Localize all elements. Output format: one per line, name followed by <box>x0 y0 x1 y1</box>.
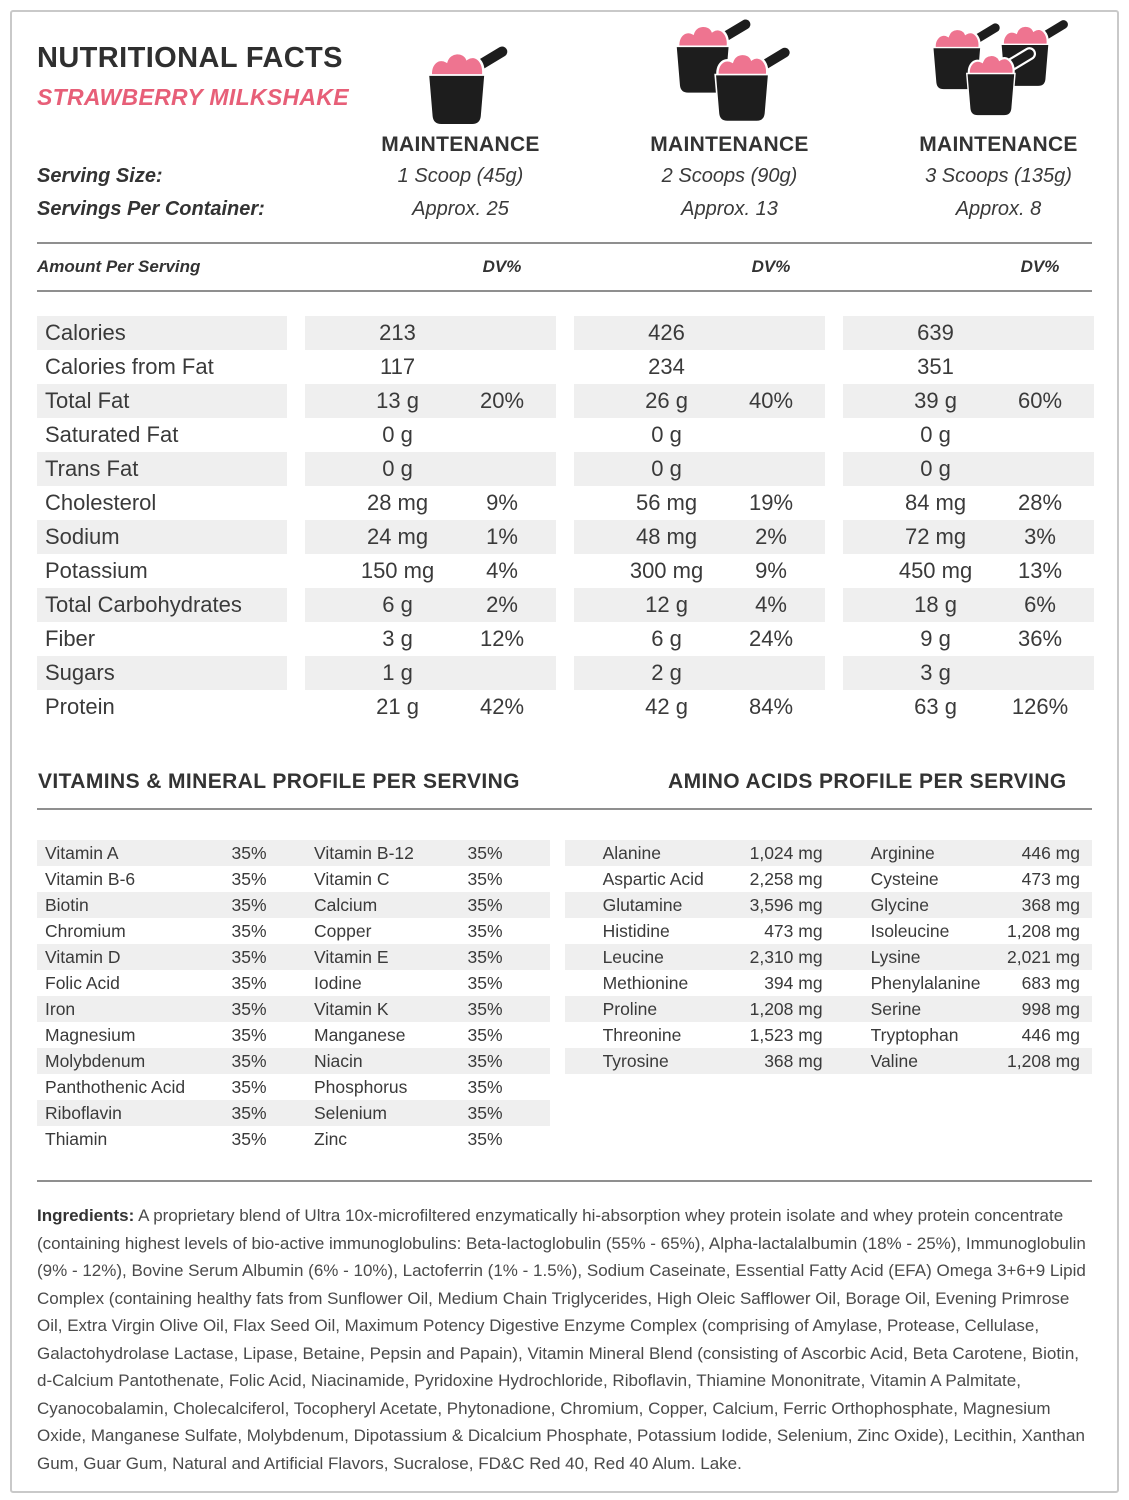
vitamin-row <box>37 918 550 944</box>
amino-acid-name: Glutamine <box>602 895 683 915</box>
vitamin-value: 35% <box>467 869 503 889</box>
serving-group-2 <box>574 384 825 418</box>
serving-group-3 <box>843 384 1094 418</box>
amount-value: 13 g <box>376 388 419 413</box>
serving-group-3 <box>843 418 1094 452</box>
amino-acid-name: Valine <box>870 1051 918 1071</box>
vitamin-value: 35% <box>231 1077 267 1097</box>
ingredients-paragraph <box>37 1202 1092 1477</box>
dv-value: 36% <box>1018 626 1063 651</box>
amount-value: 12 g <box>645 592 688 617</box>
dv-header-2: DV% <box>751 257 791 276</box>
dv-value: 3% <box>1024 524 1056 549</box>
vitamin-name: Riboflavin <box>45 1103 122 1123</box>
serving-group-1 <box>305 384 556 418</box>
serving-group-2 <box>574 656 825 690</box>
serving-size-2: 2 Scoops (90g) <box>661 165 798 187</box>
amino-acid-name: Threonine <box>602 1025 682 1045</box>
serving-group-1 <box>305 520 556 554</box>
amount-value: 450 mg <box>898 558 973 583</box>
vitamin-value: 35% <box>467 895 503 915</box>
amount-per-serving-band <box>37 242 1092 292</box>
amino-acid-name: Methionine <box>602 973 689 993</box>
row-label: Sodium <box>37 520 287 554</box>
vitamin-row <box>37 1048 550 1074</box>
row-label: Potassium <box>45 558 148 583</box>
dv-value: 40% <box>749 388 794 413</box>
amino-acid-row <box>565 892 1092 918</box>
amount-value: 213 <box>379 320 416 345</box>
vitamin-row <box>37 1074 550 1100</box>
amount-value: 63 g <box>914 694 957 719</box>
dv-value <box>986 316 1094 350</box>
dv-value: 126% <box>1011 694 1069 719</box>
amount-value: 0 g <box>920 422 951 447</box>
vitamin-value: 35% <box>231 1025 267 1045</box>
amount-value: 234 <box>648 354 685 379</box>
amino-acid-row <box>565 866 1092 892</box>
serving-size-3: 3 Scoops (135g) <box>925 165 1072 187</box>
row-label: Total Carbohydrates <box>37 588 287 622</box>
amino-acid-row <box>565 944 1092 970</box>
vitamin-name: Selenium <box>314 1103 387 1123</box>
amino-acid-name: Aspartic Acid <box>602 869 704 889</box>
row-label: Calories <box>37 316 287 350</box>
serving-group-2 <box>574 486 825 520</box>
table-row <box>37 350 1092 384</box>
amount-value: 42 g <box>645 694 688 719</box>
serving-group-3 <box>843 622 1094 656</box>
vitamin-row <box>37 866 550 892</box>
table-row <box>37 316 1092 350</box>
dv-value: 6% <box>1024 592 1056 617</box>
amount-value: 3 g <box>920 660 951 685</box>
serving-group-3 <box>843 350 1094 384</box>
serving-group-3 <box>843 554 1094 588</box>
scoop-3-icon <box>913 18 1085 130</box>
title-block <box>37 28 349 160</box>
vitamin-row <box>37 840 550 866</box>
vitamin-name: Molybdenum <box>45 1051 146 1071</box>
vitamin-row <box>37 892 550 918</box>
amino-acid-value: 1,024 mg <box>749 843 823 863</box>
vitamin-row <box>37 996 550 1022</box>
dv-value: 9% <box>486 490 518 515</box>
amino-acid-row <box>565 996 1092 1022</box>
amount-value: 24 mg <box>366 524 429 549</box>
flavor-subtitle: STRAWBERRY MILKSHAKE <box>37 84 349 110</box>
serving-group-1 <box>305 554 556 588</box>
amino-acid-row <box>565 840 1092 866</box>
amino-acid-name: Proline <box>602 999 658 1019</box>
amino-acids-title: AMINO ACIDS PROFILE PER SERVING <box>668 770 1067 793</box>
vitamin-value: 35% <box>467 1103 503 1123</box>
tier-label-2: MAINTENANCE <box>650 133 809 156</box>
vitamin-name: Panthothenic Acid <box>45 1077 186 1097</box>
dv-value: 9% <box>755 558 787 583</box>
scoop-cell-1 <box>305 28 556 130</box>
amino-acid-value: 2,258 mg <box>749 869 823 889</box>
dv-value: 13% <box>1018 558 1063 583</box>
serving-group-1 <box>305 350 556 384</box>
row-label: Protein <box>45 694 115 719</box>
dv-value: 20% <box>480 388 525 413</box>
amino-acid-value: 473 mg <box>764 921 823 941</box>
vitamin-value: 35% <box>231 1051 267 1071</box>
vitamin-name: Niacin <box>314 1051 363 1071</box>
amino-acid-row <box>565 1048 1092 1074</box>
dv-value: 1% <box>486 524 518 549</box>
amino-acid-value: 1,523 mg <box>749 1025 823 1045</box>
vitamin-value: 35% <box>467 921 503 941</box>
vitamin-row <box>37 1126 550 1152</box>
amount-value: 2 g <box>651 660 682 685</box>
servings-count-1: Approx. 25 <box>412 198 509 220</box>
amount-value: 48 mg <box>635 524 698 549</box>
amino-acid-value: 1,208 mg <box>1007 921 1080 941</box>
dv-value <box>986 350 1094 384</box>
amino-acid-value: 368 mg <box>764 1051 823 1071</box>
dv-value: 84% <box>749 694 794 719</box>
amino-acid-value: 998 mg <box>1021 999 1080 1019</box>
serving-group-3 <box>843 452 1094 486</box>
serving-group-3 <box>843 486 1094 520</box>
amount-value: 6 g <box>651 626 682 651</box>
amount-value: 6 g <box>382 592 413 617</box>
amino-acid-name: Lysine <box>870 947 921 967</box>
table-row <box>37 520 1092 554</box>
serving-size-label: Serving Size: <box>37 165 163 187</box>
vitamin-value: 35% <box>231 895 267 915</box>
amount-value: 56 mg <box>635 490 698 515</box>
vitamin-name: Vitamin K <box>314 999 389 1019</box>
dv-value: 19% <box>749 490 794 515</box>
dv-value: 4% <box>755 592 787 617</box>
vitamin-name: Vitamin B-6 <box>45 869 136 889</box>
vitamin-value: 35% <box>467 843 503 863</box>
row-label: Total Fat <box>37 384 287 418</box>
amino-acid-value: 473 mg <box>1021 869 1080 889</box>
vitamin-name: Vitamin E <box>314 947 389 967</box>
tier-label-1: MAINTENANCE <box>381 133 540 156</box>
vitamin-value: 35% <box>231 973 267 993</box>
vitamin-name: Folic Acid <box>45 973 120 993</box>
vitamin-value: 35% <box>231 999 267 1019</box>
servings-count-2: Approx. 13 <box>681 198 778 220</box>
vitamin-name: Thiamin <box>45 1129 108 1149</box>
vitamin-value: 35% <box>467 999 503 1019</box>
serving-group-2 <box>574 622 825 656</box>
amount-value: 28 mg <box>366 490 429 515</box>
table-row <box>37 588 1092 622</box>
amount-value: 9 g <box>920 626 951 651</box>
serving-group-1 <box>305 452 556 486</box>
dv-value <box>986 452 1094 486</box>
amino-acid-value: 446 mg <box>1021 1025 1080 1045</box>
serving-group-2 <box>574 452 825 486</box>
row-label: Cholesterol <box>45 490 157 515</box>
amount-value: 300 mg <box>629 558 704 583</box>
amount-value: 3 g <box>382 626 413 651</box>
vitamin-value: 35% <box>231 921 267 941</box>
vitamin-value: 35% <box>231 1129 267 1149</box>
dv-value <box>986 418 1094 452</box>
dv-value: 2% <box>486 592 518 617</box>
vitamin-name: Phosphorus <box>314 1077 408 1097</box>
amount-value: 117 <box>379 354 416 379</box>
dv-value: 4% <box>486 558 518 583</box>
serving-group-1 <box>305 418 556 452</box>
amount-value: 84 mg <box>904 490 967 515</box>
amount-value: 26 g <box>645 388 688 413</box>
ingredients-text: A proprietary blend of Ultra 10x-microfiltered enzymatically hi-absorption whey protein isolate and whey protein concentrate (containing highest levels of bio-active immunoglobulins: Beta-lactoglobulin (55% - 65%), Alpha-lactalalbumin (18% - 25%), Immunoglobulin (9% - 12%), Bovine Serum Albumin (6% - 10%), Lactoferrin (1% - 1.5%), Sodium Caseinate, Essential Fatty Acid (EFA) Omega 3+6+9 Lipid Complex (containing healthy fats from Sunflower Oil, Medium Chain Triglycerides, High Oleic Safflower Oil, Borage Oil, Evening Primrose Oil, Extra Virgin Olive Oil, Flax Seed Oil, Maximum Potency Digestive Enzyme Complex (comprising of Amylase, Protease, Cellulase, Galactohydrolase Lactase, Lipase, Betaine, Pepsin and Papain), Vitamin Mineral Blend (consisting of Ascorbic Acid, Beta Carotene, Biotin, d-Calcium Pantothenate, Folic Acid, Niacinamide, Pyridoxine Hydrochloride, Riboflavin, Thiamine Mononitrate, Vitamin A Palmitate, Cyanocobalamin, Cholecalciferol, Tocopheryl Acetate, Phytonadione, Chromium, Copper, Calcium, Ferric Orthophosphate, Magnesium Oxide, Manganese Sulfate, Molybdenum, Dipotassium & Dicalcium Phosphate, Potassium Iodide, Selenium, Zinc Oxide), Lecithin, Xanthan Gum, Guar Gum, Natural and Artificial Flavors, Sucralose, FD&C Red 40, Red 40 Alum. Lake. <box>37 1206 1086 1473</box>
vitamin-name: Vitamin C <box>314 869 390 889</box>
vitamin-value: 35% <box>467 1129 503 1149</box>
nutrition-label-card <box>10 10 1119 1493</box>
table-row <box>37 486 1092 520</box>
amino-acid-name: Tryptophan <box>870 1025 959 1045</box>
dv-value: 24% <box>749 626 794 651</box>
section-divider <box>37 1180 1092 1182</box>
serving-group-2 <box>574 520 825 554</box>
vitamin-value: 35% <box>467 1077 503 1097</box>
amount-value: 0 g <box>651 422 682 447</box>
vitamins-title: VITAMINS & MINERAL PROFILE PER SERVING <box>38 770 520 793</box>
amino-acid-name: Arginine <box>870 843 935 863</box>
amount-value: 0 g <box>382 456 413 481</box>
serving-size-1: 1 Scoop (45g) <box>397 165 524 187</box>
serving-group-1 <box>305 656 556 690</box>
vitamin-row <box>37 944 550 970</box>
amount-value: 39 g <box>914 388 957 413</box>
amino-acid-name: Histidine <box>602 921 670 941</box>
vitamin-value: 35% <box>231 947 267 967</box>
dv-value <box>448 452 556 486</box>
amino-acid-row <box>565 970 1092 996</box>
amino-acid-value: 446 mg <box>1021 843 1080 863</box>
serving-group-2 <box>574 690 825 724</box>
dv-value <box>448 656 556 690</box>
amino-acid-name: Serine <box>870 999 922 1019</box>
row-label: Fiber <box>45 626 96 651</box>
vitamin-name: Copper <box>314 921 372 941</box>
scoop-cell-3 <box>843 28 1094 130</box>
table-row <box>37 622 1092 656</box>
amount-value: 0 g <box>920 456 951 481</box>
amount-value: 0 g <box>651 456 682 481</box>
nutrition-table <box>37 316 1092 724</box>
amino-acid-value: 1,208 mg <box>1007 1051 1080 1071</box>
table-row <box>37 656 1092 690</box>
dv-header-1: DV% <box>482 257 522 276</box>
vitamin-name: Chromium <box>45 921 126 941</box>
vitamin-value: 35% <box>467 1025 503 1045</box>
dv-value <box>717 418 825 452</box>
table-row <box>37 384 1092 418</box>
vitamin-name: Calcium <box>314 895 378 915</box>
servings-per-container-label: Servings Per Container: <box>37 198 265 220</box>
amino-acid-row <box>565 1022 1092 1048</box>
amino-acid-name: Tyrosine <box>602 1051 669 1071</box>
serving-group-2 <box>574 554 825 588</box>
serving-group-1 <box>305 588 556 622</box>
amount-value: 426 <box>648 320 685 345</box>
serving-group-1 <box>305 690 556 724</box>
vitamin-row <box>37 1100 550 1126</box>
amino-acid-name: Leucine <box>602 947 664 967</box>
vitamin-name: Manganese <box>314 1025 406 1045</box>
amino-acid-value: 683 mg <box>1021 973 1080 993</box>
dv-value <box>448 418 556 452</box>
vitamin-name: Vitamin B-12 <box>314 843 414 863</box>
amino-acid-value: 1,208 mg <box>749 999 823 1019</box>
dv-value: 2% <box>755 524 787 549</box>
amino-acid-row <box>565 918 1092 944</box>
vitamin-name: Zinc <box>314 1129 348 1149</box>
amino-acid-name: Isoleucine <box>870 921 950 941</box>
amount-value: 1 g <box>382 660 413 685</box>
amino-acid-name: Alanine <box>602 843 661 863</box>
amount-value: 639 <box>917 320 954 345</box>
serving-group-3 <box>843 520 1094 554</box>
dv-value <box>986 656 1094 690</box>
vitamin-value: 35% <box>467 1051 503 1071</box>
table-row <box>37 690 1092 724</box>
table-row <box>37 418 1092 452</box>
profiles-section <box>37 770 1092 1182</box>
vitamin-name: Iron <box>45 999 76 1019</box>
dv-value: 28% <box>1018 490 1063 515</box>
serving-group-3 <box>843 316 1094 350</box>
servings-count-3: Approx. 8 <box>955 198 1042 220</box>
vitamin-value: 35% <box>231 843 267 863</box>
dv-value <box>717 452 825 486</box>
serving-group-1 <box>305 622 556 656</box>
amount-value: 18 g <box>914 592 957 617</box>
row-label: Saturated Fat <box>45 422 179 447</box>
amino-acids-table <box>565 840 1092 1074</box>
serving-group-3 <box>843 656 1094 690</box>
vitamins-table <box>37 840 550 1152</box>
serving-group-3 <box>843 588 1094 622</box>
amount-per-serving-label: Amount Per Serving <box>37 257 201 276</box>
vitamin-name: Magnesium <box>45 1025 136 1045</box>
serving-group-2 <box>574 418 825 452</box>
vitamin-value: 35% <box>467 947 503 967</box>
amino-acid-name: Cysteine <box>870 869 939 889</box>
serving-group-2 <box>574 588 825 622</box>
dv-value <box>448 316 556 350</box>
amount-value: 21 g <box>376 694 419 719</box>
page-title: NUTRITIONAL FACTS <box>37 42 343 74</box>
serving-group-3 <box>843 690 1094 724</box>
dv-value: 60% <box>1018 388 1063 413</box>
table-row <box>37 554 1092 588</box>
amino-acid-name: Phenylalanine <box>870 973 981 993</box>
amino-acid-value: 2,310 mg <box>749 947 823 967</box>
ingredients-label: Ingredients: <box>37 1206 135 1225</box>
amount-value: 0 g <box>382 422 413 447</box>
row-label: Sugars <box>37 656 287 690</box>
vitamin-value: 35% <box>467 973 503 993</box>
dv-value <box>717 656 825 690</box>
amino-acid-value: 3,596 mg <box>749 895 823 915</box>
serving-group-2 <box>574 350 825 384</box>
dv-value <box>717 350 825 384</box>
serving-group-2 <box>574 316 825 350</box>
dv-value: 42% <box>480 694 525 719</box>
serving-group-1 <box>305 316 556 350</box>
amount-value: 150 mg <box>360 558 435 583</box>
amino-acid-name: Glycine <box>870 895 929 915</box>
amount-value: 72 mg <box>904 524 967 549</box>
amount-value: 351 <box>917 354 954 379</box>
amino-acid-value: 394 mg <box>764 973 823 993</box>
vitamin-value: 35% <box>231 869 267 889</box>
vitamin-row <box>37 1022 550 1048</box>
vitamin-name: Vitamin A <box>45 843 119 863</box>
row-label: Trans Fat <box>37 452 287 486</box>
dv-value: 12% <box>480 626 525 651</box>
label-header <box>37 28 1092 226</box>
vitamin-name: Vitamin D <box>45 947 121 967</box>
amino-acid-value: 2,021 mg <box>1007 947 1080 967</box>
serving-group-1 <box>305 486 556 520</box>
amino-acid-value: 368 mg <box>1021 895 1080 915</box>
row-label: Calories from Fat <box>45 354 214 379</box>
tier-label-3: MAINTENANCE <box>919 133 1078 156</box>
scoop-cell-2 <box>574 28 825 130</box>
dv-header-3: DV% <box>1020 257 1060 276</box>
scoop-1-icon <box>405 44 517 130</box>
dv-value <box>717 316 825 350</box>
table-row <box>37 452 1092 486</box>
vitamin-name: Biotin <box>45 895 89 915</box>
scoop-2-icon <box>654 17 806 130</box>
vitamin-name: Iodine <box>314 973 362 993</box>
dv-value <box>448 350 556 384</box>
vitamin-value: 35% <box>231 1103 267 1123</box>
vitamin-row <box>37 970 550 996</box>
